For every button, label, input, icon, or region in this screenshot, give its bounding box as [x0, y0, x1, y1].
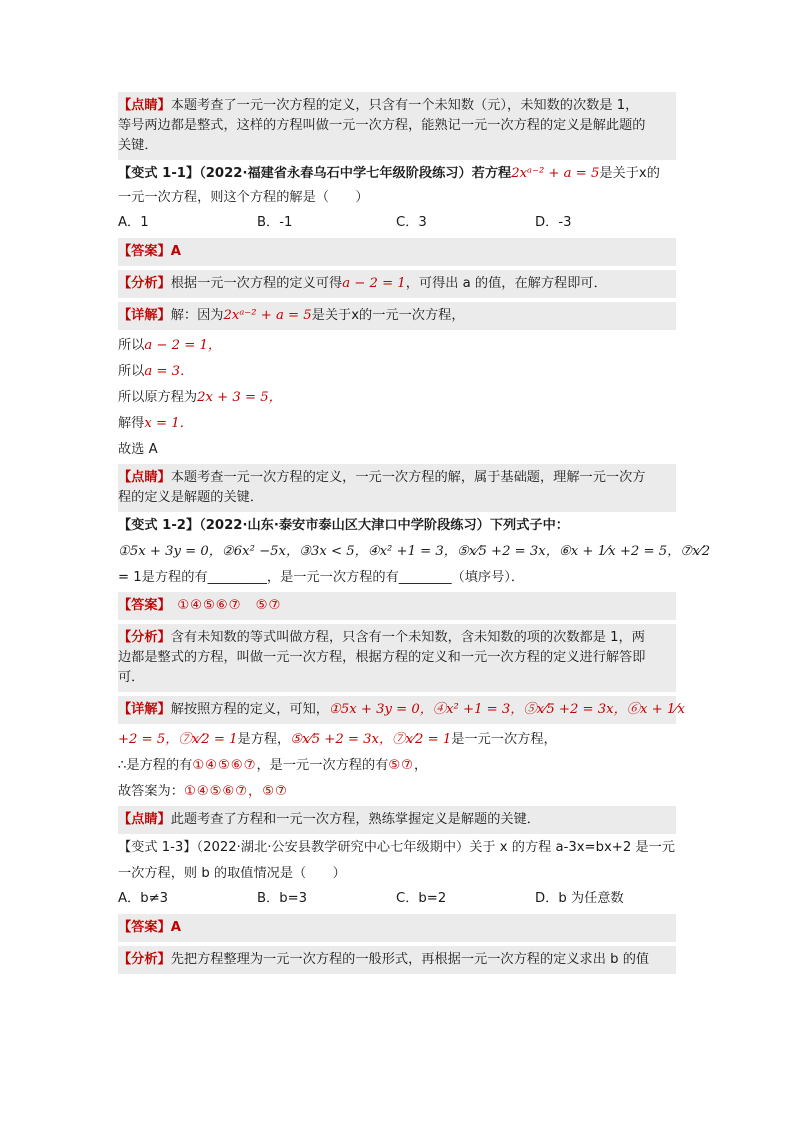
analysis-block	[118, 270, 676, 298]
detail-tag: 【详解】	[118, 308, 171, 323]
comment-block	[118, 806, 676, 834]
detail-equation: x = 1．	[144, 416, 193, 431]
detail-text: 是方程，	[237, 732, 291, 747]
detail-block	[118, 696, 685, 724]
detail-text: 所以	[118, 364, 145, 379]
analysis-text: 先把方程整理为一元一次方程的一般形式，再根据一元一次方程的定义求出 b 的值	[170, 952, 650, 967]
detail-text: 解得	[118, 416, 145, 431]
answer-block	[118, 238, 676, 266]
option-c: C．b=2	[396, 891, 447, 906]
detail-result: ①④⑤⑥⑦，⑤⑦	[183, 784, 288, 799]
answer-block	[118, 914, 676, 942]
answer-tag: 【答案】	[118, 920, 171, 935]
comment-text: 程的定义是解题的关键．	[118, 490, 264, 505]
comment-block	[118, 92, 676, 160]
analysis-text: 可．	[118, 670, 145, 685]
answer-tag: 【答案】	[118, 598, 165, 613]
question-text: = 1是方程的有_________，是一元一次方程的有________（填序号）．	[118, 570, 525, 585]
detail-equation: a = 3．	[144, 364, 194, 379]
detail-result: ⑤⑦	[388, 758, 414, 773]
answer-value: A	[170, 920, 181, 935]
comment-text: 此题考查了方程和一元一次方程，熟练掌握定义是解题的关键．	[170, 812, 540, 827]
detail-text: 故选 A	[118, 442, 158, 457]
detail-equation: ⑤x⁄5 +2 = 3x，⑦x⁄2 = 1	[290, 732, 452, 747]
detail-text: 所以	[118, 338, 145, 353]
question-text: 一次方程，则 b 的取值情况是（ ）	[118, 866, 346, 881]
detail-tag: 【详解】	[118, 702, 171, 717]
question-1-3: 【变式 1-3】（2022·湖北·公安县教学研究中心七年级期中）关于 x 的方程 a-3x=bx+2 是一元	[118, 840, 675, 855]
question-text: 是关于x的	[599, 166, 660, 181]
analysis-text: 根据一元一次方程的定义可得	[170, 276, 343, 291]
option-d: D．b 为任意数	[535, 891, 624, 906]
document-page	[118, 92, 711, 974]
detail-text: ∴是方程的有	[118, 758, 193, 773]
analysis-equation: a − 2 = 1	[342, 276, 406, 291]
detail-equation: ①5x + 3y = 0，④x² +1 = 3，⑤x⁄5 +2 = 3x，⑥x + 1⁄x	[329, 702, 685, 717]
analysis-text: 边都是整式的方程，叫做一元一次方程，根据方程的定义和一元一次方程的定义进行解答即	[118, 650, 646, 665]
option-c: C．3	[396, 215, 427, 230]
option-d: D．-3	[535, 215, 572, 230]
analysis-tag: 【分析】	[118, 952, 171, 967]
option-a: A．1	[118, 215, 149, 230]
detail-result: ①④⑤⑥⑦	[192, 758, 257, 773]
detail-text: 解：因为	[170, 308, 224, 323]
comment-block	[118, 464, 676, 512]
detail-equation: +2 = 5，⑦x⁄2 = 1	[118, 732, 238, 747]
detail-text: 故答案为：	[118, 784, 184, 799]
analysis-block	[118, 624, 676, 692]
options-row	[118, 888, 676, 910]
detail-text: 是一元一次方程，	[451, 732, 557, 747]
question-1-1	[118, 164, 676, 184]
comment-tag: 【点睛】	[118, 98, 171, 113]
detail-text: 是关于x的一元一次方程，	[311, 308, 465, 323]
question-equation: 2xᵃ⁻² + a = 5	[511, 166, 600, 181]
detail-equation: a − 2 = 1，	[144, 338, 222, 353]
comment-text: 本题考查了一元一次方程的定义，只含有一个未知数（元），未知数的次数是 1，	[170, 98, 639, 113]
detail-text: ，	[413, 758, 428, 773]
answer-tag: 【答案】	[118, 244, 171, 259]
question-text: 一元一次方程，则这个方程的解是（ ）	[118, 190, 369, 205]
detail-text: 所以原方程为	[118, 390, 198, 405]
analysis-tag: 【分析】	[118, 276, 171, 291]
comment-tag: 【点睛】	[118, 470, 171, 485]
question-label: 【变式 1-1】（2022·福建省永春乌石中学七年级阶段练习）若方程	[118, 166, 512, 181]
option-a: A．b≠3	[118, 891, 169, 906]
answer-value: A	[170, 244, 181, 259]
question-1-2: 【变式 1-2】（2022·山东·泰安市泰山区大津口中学阶段练习）下列式子中：	[118, 518, 569, 533]
comment-text: 等号两边都是整式，这样的方程叫做一元一次方程，能熟记一元一次方程的定义是解此题的	[118, 118, 646, 133]
detail-text: ，是一元一次方程的有	[256, 758, 389, 773]
comment-tag: 【点睛】	[118, 812, 171, 827]
comment-text: 关键．	[118, 138, 158, 153]
question-expressions: ①5x + 3y = 0，②6x² −5x，③3x < 5，④x² +1 = 3，⑤x⁄5 +2 = 3x，⑥x + 1⁄x +2 = 5，⑦x⁄2	[118, 544, 711, 559]
analysis-tag: 【分析】	[118, 630, 171, 645]
options-row	[118, 212, 676, 234]
detail-block	[118, 302, 676, 330]
option-b: B．b=3	[257, 891, 308, 906]
analysis-block	[118, 946, 676, 974]
comment-text: 本题考查一元一次方程的定义，一元一次方程的解，属于基础题，理解一元一次方	[170, 470, 646, 485]
answer-value: ①④⑤⑥⑦ ⑤⑦	[177, 598, 282, 613]
option-b: B．-1	[257, 215, 293, 230]
detail-text: 解按照方程的定义，可知，	[170, 702, 329, 717]
detail-equation: 2xᵃ⁻² + a = 5	[223, 308, 312, 323]
answer-block	[118, 592, 676, 620]
analysis-text: 含有未知数的等式叫做方程，只含有一个未知数，含未知数的项的次数都是 1，两	[170, 630, 645, 645]
analysis-text: ，可得出 a 的值，在解方程即可．	[405, 276, 607, 291]
detail-equation: 2x + 3 = 5，	[197, 390, 282, 405]
